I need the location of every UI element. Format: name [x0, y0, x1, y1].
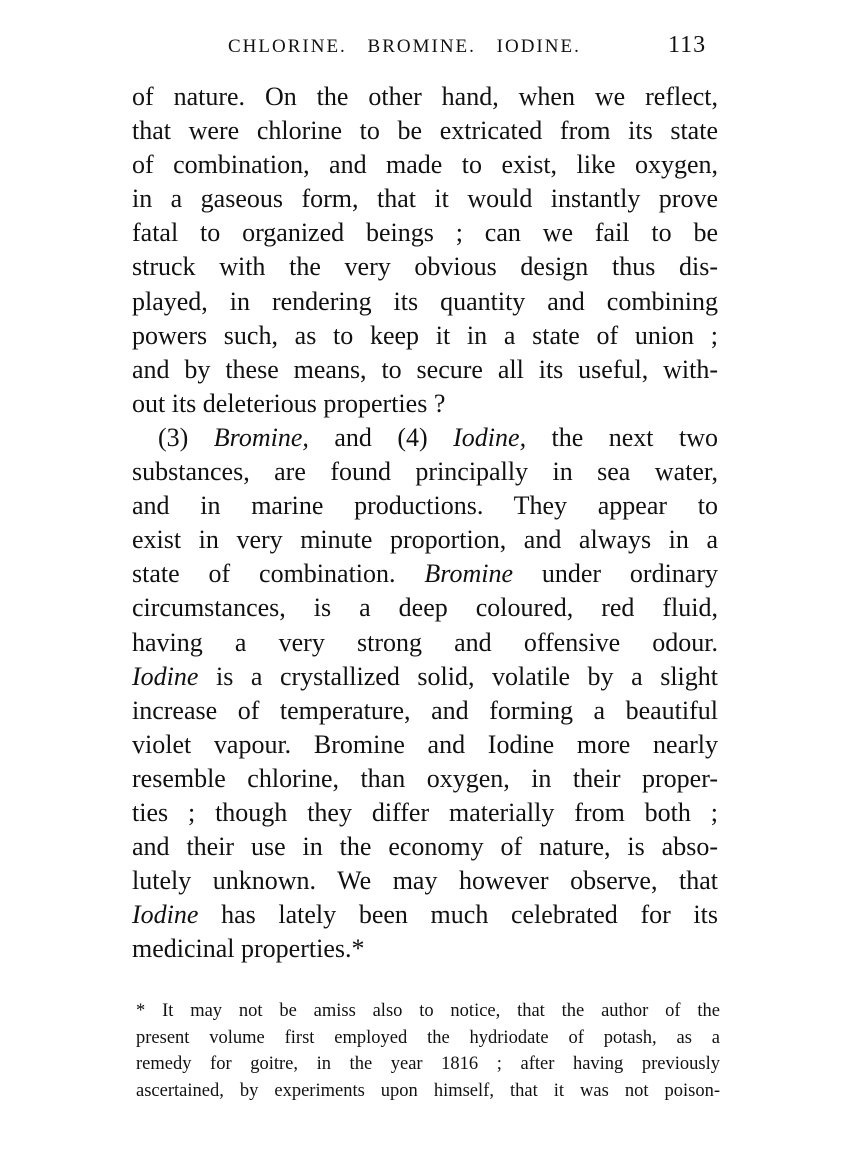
italic-term-bromine: Bromine,: [213, 422, 309, 452]
paragraph-chlorine-reflection: [132, 80, 718, 421]
text-run: is a crystallized solid, volatile by a slight: [198, 661, 718, 691]
body-text: [132, 80, 718, 966]
text-line: powers such, as to keep it in a state of union ;: [132, 320, 718, 350]
text-line: substances, are found principally in sea water,: [132, 457, 718, 487]
text-run: has lately been much celebrated for its: [198, 900, 718, 930]
page-number: 113: [668, 32, 707, 58]
text-run: under ordinary: [512, 559, 719, 589]
text-line: and their use in the economy of nature, is abso-: [132, 832, 718, 862]
text-run: and (4): [308, 422, 454, 452]
italic-term-bromine: Bromine: [424, 559, 513, 589]
text-run: state of combination.: [132, 559, 425, 589]
italic-term-iodine: Iodine: [132, 900, 199, 930]
footnote-line: remedy for goitre, in the year 1816 ; after having previously: [136, 1054, 720, 1074]
text-line: and by these means, to secure all its useful, with-: [132, 354, 718, 384]
text-line: in a gaseous form, that it would instantly prove: [132, 184, 718, 214]
text-line: fatal to organized beings ; can we fail to be: [132, 218, 718, 248]
footnote: [136, 998, 720, 1104]
text-line: [132, 421, 718, 455]
text-line: out its deleterious properties ?: [132, 388, 446, 418]
text-line: and in marine productions. They appear to: [132, 491, 718, 521]
text-line: of combination, and made to exist, like oxygen,: [132, 150, 718, 180]
text-line: [132, 660, 718, 694]
text-line: struck with the very obvious design thus dis-: [132, 252, 718, 282]
text-line: played, in rendering its quantity and combining: [132, 286, 718, 316]
text-line: [132, 557, 718, 591]
text-line: [132, 898, 718, 932]
text-line: lutely unknown. We may however observe, that: [132, 866, 718, 896]
italic-term-iodine: Iodine: [132, 661, 199, 691]
text-line: ties ; though they differ materially from both ;: [132, 797, 718, 827]
text-line: resemble chlorine, than oxygen, in their proper-: [132, 763, 718, 793]
text-line: violet vapour. Bromine and Iodine more nearly: [132, 729, 718, 759]
running-head: CHLORINE. BROMINE. IODINE.: [228, 36, 581, 57]
footnote-line: ascertained, by experiments upon himself, that it was not poison-: [136, 1080, 720, 1101]
text-line: that were chlorine to be extricated from its state: [132, 116, 718, 146]
italic-term-iodine: Iodine,: [453, 422, 527, 452]
paragraph-bromine-iodine: [132, 421, 718, 967]
text-line: circumstances, is a deep coloured, red fluid,: [132, 593, 718, 623]
text-line: exist in very minute proportion, and always in a: [132, 525, 718, 555]
footnote-line: present volume first employed the hydriodate of potash, as a: [136, 1027, 720, 1048]
text-line: medicinal properties.*: [132, 934, 365, 964]
text-line: increase of temperature, and forming a beautiful: [132, 695, 718, 725]
text-run: (3): [158, 422, 214, 452]
text-line: having a very strong and offensive odour.: [132, 627, 718, 657]
text-line: of nature. On the other hand, when we reflect,: [132, 82, 718, 111]
footnote-line: * It may not be amiss also to notice, that the author of the: [136, 1001, 720, 1021]
text-run: the next two: [526, 422, 718, 452]
